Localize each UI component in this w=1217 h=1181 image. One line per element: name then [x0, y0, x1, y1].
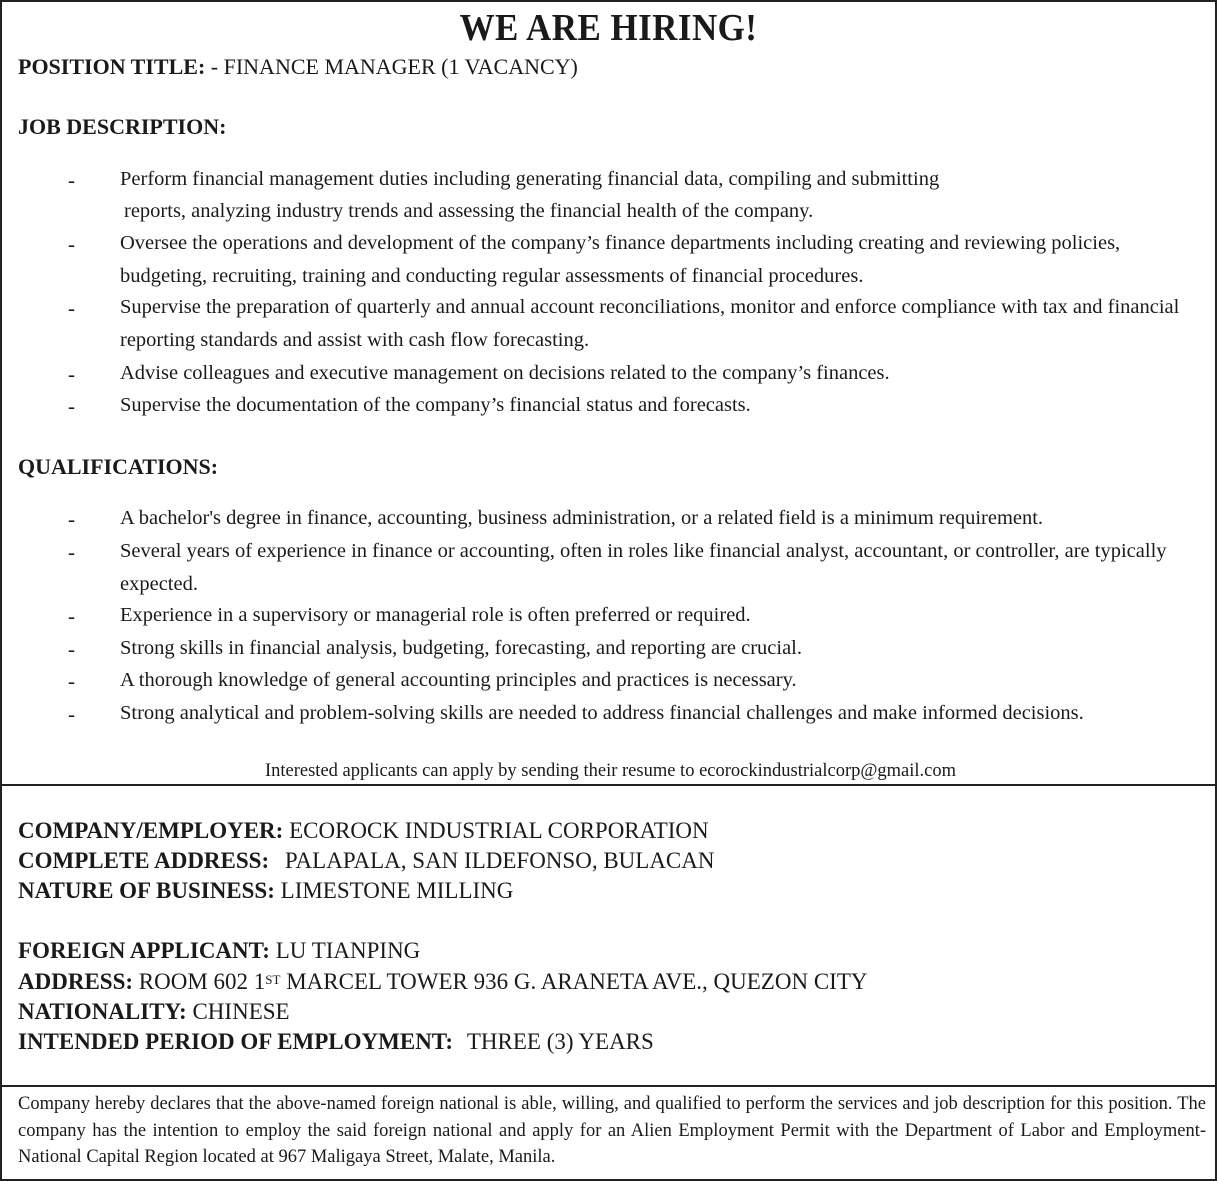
- applicant-value: LU TIANPING: [275, 938, 421, 963]
- position-title-value: - FINANCE MANAGER (1 VACANCY): [210, 54, 578, 79]
- nationality-label: NATIONALITY:: [18, 999, 187, 1024]
- nationality-row: [18, 997, 290, 1027]
- job-description-item: Advise colleagues and executive management on decisions related to the company’s finances.: [120, 362, 890, 384]
- applicant-address-superscript: ST: [265, 972, 281, 987]
- company-address-value: PALAPALA, SAN ILDEFONSO, BULACAN: [284, 848, 715, 873]
- applicant-address-label: ADDRESS:: [18, 969, 134, 994]
- apply-instructions: Interested applicants can apply by sending their resume to ecorockindustrialcorp@gmail.com: [264, 761, 957, 781]
- company-row: [18, 816, 709, 846]
- job-description-item: Supervise the preparation of quarterly and annual account reconciliations, monitor and enforce compliance with tax and financial reporting standards and assist with cash flow forecasting.: [120, 296, 1180, 351]
- qualification-item: Several years of experience in finance or accounting, often in roles like financial analyst, accountant, or controller, are typically expected.: [120, 540, 1167, 595]
- position-title-label: POSITION TITLE:: [18, 54, 206, 79]
- bullet-marker: -: [68, 507, 75, 531]
- bullet-marker: -: [68, 362, 75, 386]
- applicant-row: [18, 936, 420, 966]
- qualification-item: Strong analytical and problem-solving skills are needed to address financial challenges and make informed decisions.: [120, 702, 1084, 724]
- business-value: LIMESTONE MILLING: [280, 878, 514, 903]
- bullet-marker: -: [68, 232, 75, 256]
- employer-section: [2, 786, 1215, 1087]
- company-address-label: COMPLETE ADDRESS:: [18, 848, 270, 873]
- bullet-marker: -: [68, 168, 75, 192]
- job-description-heading: JOB DESCRIPTION:: [18, 114, 227, 139]
- job-section: [2, 2, 1215, 786]
- job-description-item-continued: reports, analyzing industry trends and assessing the financial health of the company.: [124, 200, 814, 222]
- job-description-item: Perform financial management duties including generating financial data, compiling and submitting: [120, 168, 940, 190]
- bullet-marker: -: [68, 637, 75, 661]
- bullet-marker: -: [68, 702, 75, 726]
- position-title-row: [18, 52, 578, 82]
- qualification-item: A thorough knowledge of general accounting principles and practices is necessary.: [120, 669, 797, 691]
- job-description-item: Supervise the documentation of the company’s financial status and forecasts.: [120, 394, 751, 416]
- business-label: NATURE OF BUSINESS:: [18, 878, 275, 903]
- bullet-marker: -: [68, 604, 75, 628]
- declaration-text: Company hereby declares that the above-named foreign national is able, willing, and qualified to perform the services and job description for this position. The company has the intention to employ the said foreign national and apply for an Alien Employment Permit with the Department of Labor and Employment- National Capital Region located at 967 Maligaya Street, Malate, Manila.: [18, 1094, 1206, 1167]
- qualifications-heading: QUALIFICATIONS:: [18, 454, 219, 479]
- qualification-item: A bachelor's degree in finance, accounting, business administration, or a related field is a minimum requirement.: [120, 507, 1044, 529]
- company-label: COMPANY/EMPLOYER:: [18, 818, 284, 843]
- applicant-address-prefix: ROOM 602 1: [138, 969, 266, 994]
- company-value: ECOROCK INDUSTRIAL CORPORATION: [289, 818, 709, 843]
- company-address-row: [18, 846, 715, 876]
- employment-period-row: [18, 1027, 654, 1057]
- job-description-item: Oversee the operations and development of the company’s finance departments including creating and reviewing policies, budgeting, recruiting, training and conducting regular assessments of financial procedures.: [120, 232, 1121, 287]
- employment-period-label: INTENDED PERIOD OF EMPLOYMENT:: [18, 1029, 454, 1054]
- bullet-marker: -: [68, 669, 75, 693]
- applicant-label: FOREIGN APPLICANT:: [18, 938, 270, 963]
- business-row: [18, 876, 513, 906]
- page-title: WE ARE HIRING!: [459, 7, 758, 49]
- qualification-item: Strong skills in financial analysis, budgeting, forecasting, and reporting are crucial.: [120, 637, 803, 659]
- bullet-marker: -: [68, 394, 75, 418]
- employment-period-value: THREE (3) YEARS: [466, 1029, 654, 1054]
- bullet-marker: -: [68, 296, 75, 320]
- applicant-address-row: [18, 967, 867, 997]
- applicant-address-suffix: MARCEL TOWER 936 G. ARANETA AVE., QUEZON CITY: [286, 969, 868, 994]
- qualification-item: Experience in a supervisory or managerial role is often preferred or required.: [120, 604, 751, 626]
- bullet-marker: -: [68, 540, 75, 564]
- nationality-value: CHINESE: [192, 999, 290, 1024]
- declaration-section: [2, 1087, 1215, 1179]
